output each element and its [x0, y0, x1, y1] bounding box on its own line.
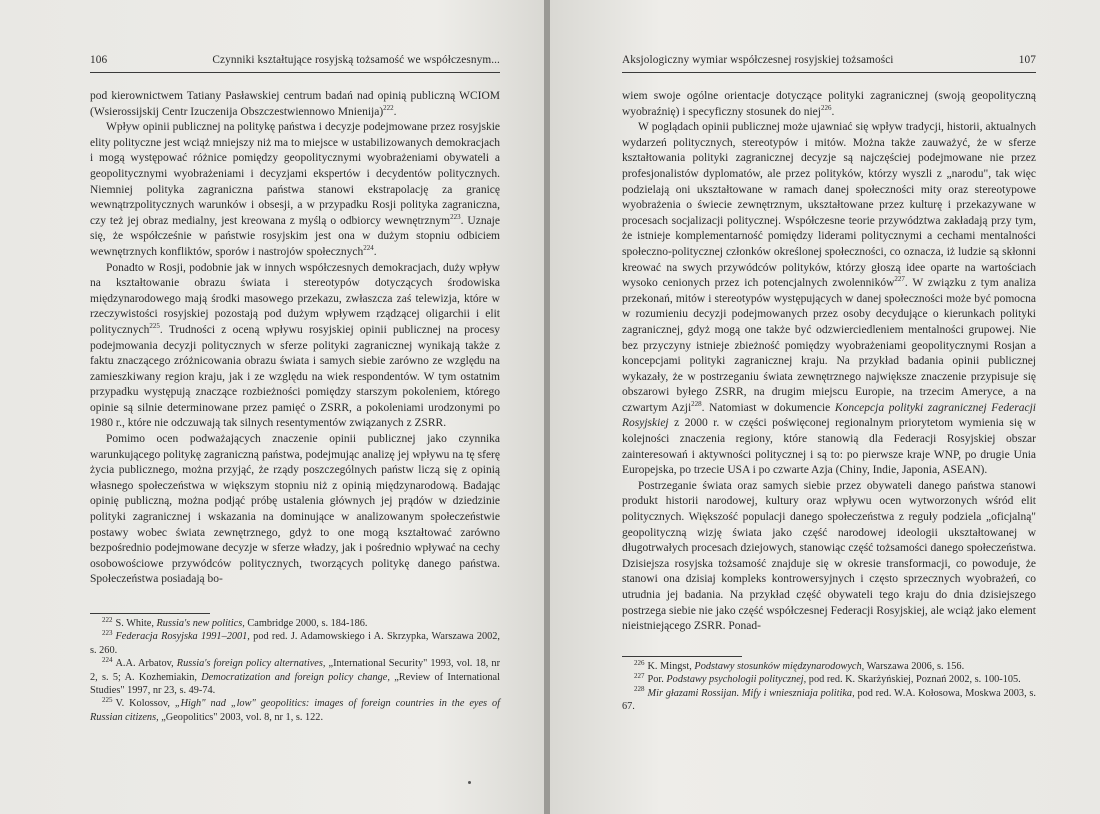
footnote: $^{225}$ V. Kolossov, „High" nad „low" geopolitics: images of foreign countries in the eyes of Russian citizens, „Geopolitics" 2003, vol. 8, nr 1, s. 122.	[90, 696, 500, 723]
right-footnotes	[622, 660, 1036, 714]
running-title: Aksjologiczny wymiar współczesnej rosyjskiej tożsamości	[622, 54, 894, 66]
footnote: $^{224}$ A.A. Arbatov, Russia's foreign policy alternatives, „International Security" 1993, vol. 18, nr 2, s. 5; A. Kozhemiakin, Democratization and foreign policy change, „Review of International Studies" 1997, nr 23, s. 49-74.	[90, 655, 501, 697]
right-page	[550, 0, 1100, 814]
footnote: $^{228}$ Mir głazami Rossijan. Mify i wnieszniaja politika, pod red. W.A. Kołosowa, Moskwa 2003, s. 67.	[622, 685, 1036, 713]
footnote-ref: 224	[363, 244, 374, 253]
footnote-ref: 223	[450, 212, 461, 221]
left-running-head	[90, 54, 500, 73]
footnote: $^{226}$ K. Mingst, Podstawy stosunków międzynarodowych, Warszawa 2006, s. 156.	[634, 658, 965, 672]
footnote: $^{222}$ S. White, Russia's new politics, Cambridge 2000, s. 184-186.	[102, 615, 368, 629]
footnote-ref: 227	[894, 275, 905, 284]
footnote-separator	[90, 613, 210, 614]
right-body-text	[622, 89, 1036, 635]
left-footnotes	[90, 617, 500, 724]
footnote-ref: 228	[691, 400, 702, 409]
paragraph: Ponadto w Rosji, podobnie jak w innych współczesnych demokracjach, duży wpływ na kształtowanie obrazu świata i stereotypów dotyczących środowiska międzynarodowego mają środki masowego przekazu, zwłaszcza zaś telewizja, które w rzeczywistości rosyjskiej pozostają pod dużym wpływem rządzącej oligarchii i elit politycznych$^{225}$. Trudności z oceną wpływu rosyjskiej opinii publicznej na procesy podejmowania decyzji politycznych w sferze polityki zagranicznej wynikają także z faktu znaczącego zróżnicowania obrazu świata i samych siebie zarówno ze względu na zamieszkiwany region kraju, jak i ze względu na wiek respondentów. W tym ostatnim przypadku występują znaczące rozbieżności pomiędzy starszym pokoleniem, którego opinie są silnie determinowane przez pamięć o ZSRR, a pokoleniami urodzonymi po 1980 r., które nie odczuwają tak silnych resentymentów związanych z ZSRR.	[90, 261, 500, 430]
paragraph: pod kierownictwem Tatiany Pasławskiej centrum badań nad opinią publiczną WCIOM (Wsierossijskij Centr Izuczenija Obszczestwiennowo Mnienija)$^{222}$.	[90, 90, 500, 118]
paragraph: W poglądach opinii publicznej może ujawniać się wpływ tradycji, historii, aktualnych wydarzeń politycznych, stereotypów i mitów. Można także zauważyć, że w sferze kształtowania polityki zagranicznej decyzje są najczęściej podejmowane nie przez profesjonalistów dyplomatów, ale przez polityków, którzy wyszli z „narodu", tak więc podzielają oni ukształtowane w ramach danej społeczności mity oraz stereotypowe wyobrażenia o świecie zewnętrznym, ukształtowane przez kulturę i przekazywane w procesach socjalizacji politycznej. Współczesne teorie przywództwa zakładają przy tym, że istnieje komplementarność pomiędzy liderami politycznymi a cechami mentalności społeczno-politycznej członków określonej społeczności, co oznacza, iż ludzie są skłonni kreować na swych przywódców polityków, którzy głoszą idee oparte na wartościach wysoko cenionych przez ich potencjalnych zwolenników$^{227}$. W związku z tym analiza przekonań, mitów i stereotypów występujących w danej społeczności może być pomocna w rozumieniu decyzji podejmowanych przez osoby decydujące o kierunkach polityki zagranicznej, gdyż mogą one także być odzwierciedleniem mentalności grupowej. Nie bez przyczyny istnieje zbieżność pomiędzy wyobrażeniami geopolitycznymi Rosjan a koncepcjami polityki zagranicznej kraju. Na przykład badania opinii publicznej wykazały, że w postrzeganiu świata zewnętrznego największe znaczenie przypisuje się obszarowi byłego ZSRR, na drugim miejscu Europie, na trzecim Ameryce, a na czwartym Azji$^{228}$. Natomiast w dokumencie Koncepcja polityki zagranicznej Federacji Rosyjskiej z 2000 r. w części poświęconej regionalnym priorytetom wymienia się w kolejności znaczenia regiony, które stanowią dla Federacji Rosyjskiej obszar zainteresowań i aktywności politycznej i są to: po pierwsze kraje WNP, po drugie Unia Europejska, po trzecie USA i po czwarte Azja (Chiny, Indie, Japonia, ASEAN).	[622, 121, 1036, 477]
paragraph: Wpływ opinii publicznej na politykę państwa i decyzje podejmowane przez rosyjskie elity polityczne jest wciąż mniejszy niż ma to miejsce w ustabilizowanych demokracjach i mogą występować różnice pomiędzy geopolitycznymi wyobrażeniami obywateli a geopolitycznymi wyobrażeniami i decyzjami ekspertów i decydentów politycznych. Niemniej polityka zagraniczna państwa stanowi ekstrapolację za granicę wewnątrzpolitycznych warunków i obsesji, a w przypadku Rosji polityka zagraniczna, czy też jej obraz medialny, jest kreowana z myślą o odbiorcy wewnętrznym$^{223}$. Uznaje się, że współcześnie w państwie rosyjskim jest ona w dużym stopniu odbiciem wewnętrznych konfliktów, sporów i nastrojów społecznych$^{224}$.	[90, 121, 500, 258]
page-number: 106	[90, 54, 108, 66]
left-page	[0, 0, 546, 814]
page-number: 107	[1018, 54, 1036, 66]
footnote-ref: 225	[149, 322, 160, 331]
running-title: Czynniki kształtujące rosyjską tożsamość we współczesnym...	[212, 54, 500, 66]
footnote: $^{227}$ Por. Podstawy psychologii politycznej, pod red. K. Skarżyńskiej, Poznań 2002, s. 100-105.	[634, 671, 1021, 686]
footnote-separator	[622, 656, 742, 657]
print-speck	[468, 781, 471, 784]
paragraph: Pomimo ocen podważających znaczenie opinii publicznej jako czynnika warunkującego politykę zagraniczną państwa, podejmując analizę jej wpływu na tę sferę życia publicznego, można przyjąć, że rządy poszczególnych państw liczą się z opinią własnego społeczeństwa w większym stopniu niż z opinią międzynarodową. Badając opinię publiczną, można podjąć próbę ustalenia głównych jej prądów w dziedzinie polityki zagranicznej i wskazania na dominujące w analizowanym społeczeństwie postawy wobec świata zewnętrznego, gdyż to one mogą kształtować zarówno bezpośrednio podejmowane decyzje w sferze władzy, jak i pośrednio wpływać na cechy osobowościowe przywódców politycznych, tworzących politykę danego państwa. Społeczeństwa posiadają bo-	[90, 433, 500, 586]
footnote-ref: 226	[820, 103, 832, 112]
footnote-ref: 222	[383, 103, 394, 112]
paragraph: wiem swoje ogólne orientacje dotyczące polityki zagranicznej (swoją geopolityczną wyobraźnię) i specyficzny stosunek do niej$^{226}$.	[622, 90, 1036, 118]
left-body-text	[90, 89, 500, 588]
right-running-head	[622, 54, 1036, 73]
paragraph: Postrzeganie świata oraz samych siebie przez obywateli danego państwa stanowi produkt historii narodowej, kultury oraz wpływu ocen wytworzonych wśród elit politycznych. Większość populacji danego społeczeństwa z reguły podziela „oficjalną" geopolityczną wizję świata jako część narodowej ideologii ukształtowanej w długotrwałych procesach dziejowych, stanowiąc część tożsamości danego społeczeństwa. Dzisiejsza rosyjska tożsamość znajduje się w okresie transformacji, co powoduje, że stanowi ona dzisiaj kompleks kontrowersyjnych i często sprzecznych wyobrażeń, co utrudnia jej badania. Na przykład część obywateli tego kraju do dnia dzisiejszego postrzega siebie nie jako część współczesnej Federacji Rosyjskiej, ale wciąż jako element nieistniejącego ZSRR. Ponad-	[622, 479, 1036, 633]
footnote: $^{223}$ Federacja Rosyjska 1991–2001, pod red. J. Adamowskiego i A. Skrzypka, Warszawa 2002, s. 260.	[90, 628, 500, 656]
